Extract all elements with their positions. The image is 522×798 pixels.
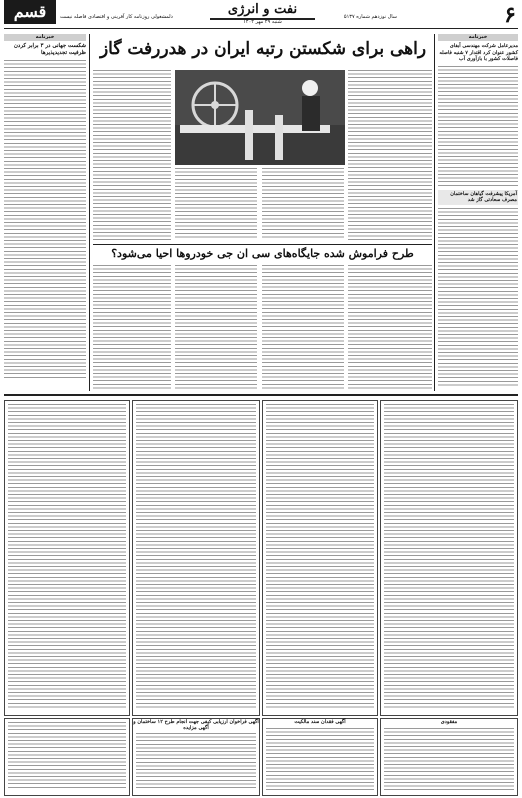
main-story-col-3 [175, 168, 257, 240]
section-divider [4, 394, 518, 396]
notice-box-4 [4, 400, 130, 716]
issue-info: سال نوزدهم شماره ۵۱۳۷ [343, 14, 397, 20]
right-kicker: خبرنامه [438, 34, 518, 41]
left-body-text [4, 60, 86, 380]
bottom-notice-1 [380, 718, 518, 796]
second-headline: طرح فراموش شده جایگاه‌های سی ان جی خودروها احیا می‌شود؟ [111, 247, 414, 260]
bottom-notice-1-title: مفقودی [440, 719, 458, 725]
section-banner [210, 2, 315, 20]
left-column-divider [89, 34, 90, 391]
bottom-notice-4-text [8, 722, 126, 790]
newspaper-logo: قسم [4, 0, 56, 24]
masthead-rule [4, 28, 518, 29]
notice-box-4-text [8, 404, 126, 710]
bottom-notice-2-text [266, 728, 374, 790]
bottom-notice-2 [262, 718, 378, 796]
second-story-col-1 [348, 265, 432, 389]
bottom-notice-4 [4, 718, 130, 796]
masthead [0, 0, 522, 30]
section-title: نفت و انرژی [227, 2, 298, 17]
second-story-col-4 [93, 265, 171, 389]
date-info: شنبه ۲۹ مهر ۱۴۰۲ [243, 19, 282, 25]
right-body-text [438, 66, 518, 186]
left-headline: شکست جهانی در ۳ برابر کردن ظرفیت تجدیدپذیرها [13, 43, 86, 56]
second-story-col-2 [262, 265, 344, 389]
main-headline: راهی برای شکستن رتبه ایران در هدررفت گاز [99, 39, 427, 59]
main-story-col-1 [348, 70, 432, 240]
notice-box-1 [380, 400, 518, 716]
gas-valves-illustration [175, 70, 345, 165]
tagline: دلمشغولی روزنامه کار آفرینی و اقتصادی فاصله نیست [60, 14, 173, 20]
bottom-notice-3 [132, 718, 260, 796]
second-story-rule [93, 244, 432, 245]
right-column-divider [434, 34, 435, 391]
right-headline: مدیرعامل شرکت مهندسی آبفای کشور عنوان کرد اقتدار ۷ شنبه فاصله فاصلات کشور با بازآوری آب [439, 43, 518, 62]
notice-box-2-text [266, 404, 374, 710]
page-number: ۶ [504, 2, 516, 28]
bottom-notice-3-title: آگهی فراخوان ارزیابی کیفی جهت انجام طرح ۱۲ ساختمان و آگهی مزایده [133, 719, 259, 731]
left-kicker: خبرنامه [4, 34, 86, 41]
left-column [4, 34, 86, 391]
main-story-col-4 [262, 168, 344, 240]
right-second-body-text [438, 208, 518, 388]
main-story-col-2 [93, 70, 171, 240]
main-photo [175, 70, 345, 165]
notice-box-1-text [384, 404, 514, 710]
notice-box-2 [262, 400, 378, 716]
bottom-notice-1-text [384, 728, 514, 790]
bottom-notice-3-text [136, 733, 256, 789]
notice-box-3 [132, 400, 260, 716]
right-column [438, 34, 518, 391]
right-second-headline: آمریکا پیشرفت گیاهان ساختمان مصرف سعادتی گاز شد [438, 190, 518, 205]
notice-box-3-text [136, 404, 256, 710]
second-story-col-3 [175, 265, 257, 389]
bottom-notice-2-title: آگهی فقدان سند مالکیت [294, 719, 346, 725]
